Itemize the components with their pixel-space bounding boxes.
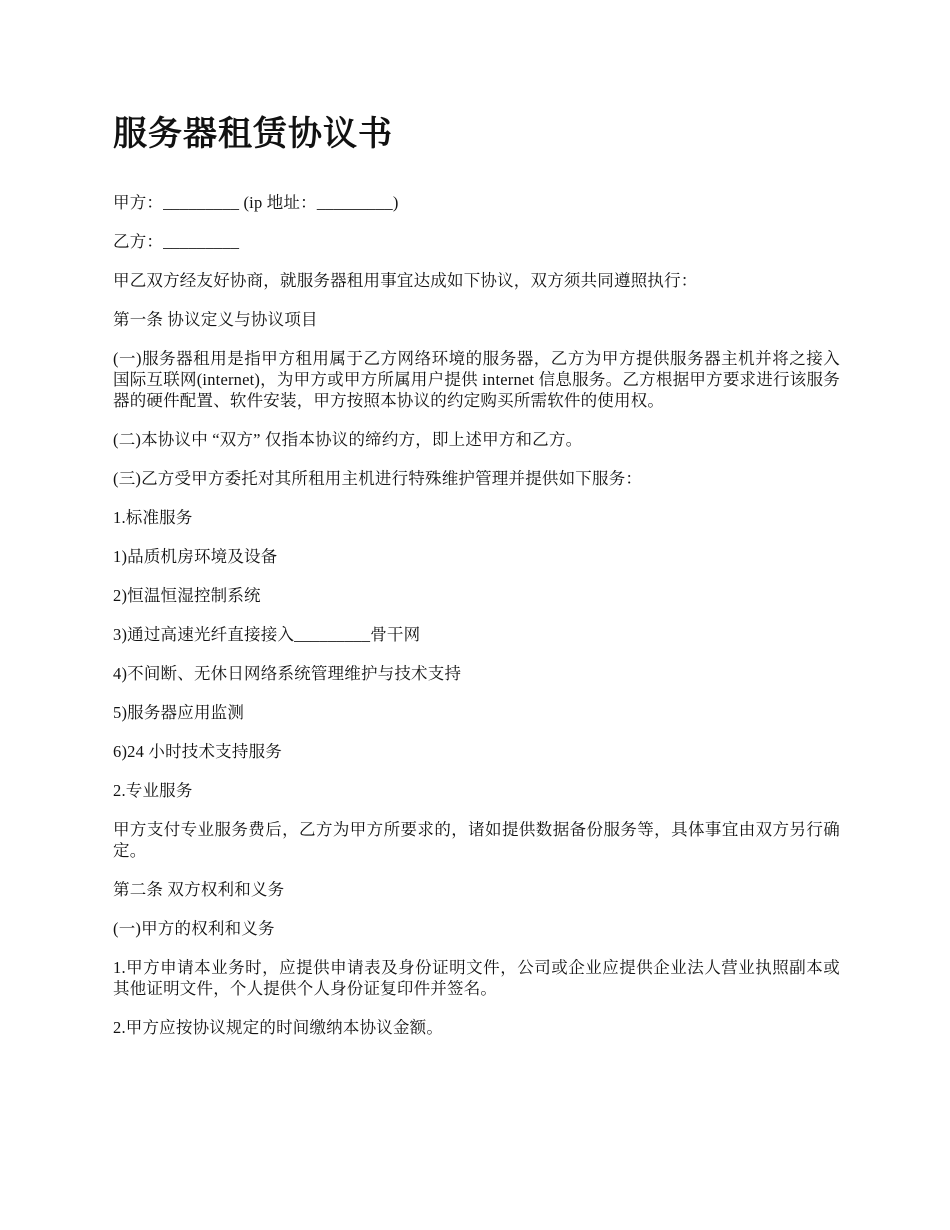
party-b-line: 乙方：_________ xyxy=(113,232,240,251)
service-item-5: 5)服务器应用监测 xyxy=(113,703,245,722)
standard-service-heading: 1.标准服务 xyxy=(113,508,193,527)
service-item-1: 1)品质机房环境及设备 xyxy=(113,547,278,566)
document-title: 服务器租赁协议书 xyxy=(113,116,393,153)
service-item-2: 2)恒温恒湿控制系统 xyxy=(113,586,261,605)
professional-service-paragraph: 甲方支付专业服务费后，乙方为甲方所要求的，诸如提供数据备份服务等，具体事宜由双方另行确定。 xyxy=(113,820,840,860)
party-a-line: 甲方：_________ (ip 地址：_________) xyxy=(113,193,399,212)
article-1-clause-3: (三)乙方受甲方委托对其所租用主机进行特殊维护管理并提供如下服务： xyxy=(113,469,643,488)
article-1-clause-2: (二)本协议中 “双方” 仅指本协议的缔约方，即上述甲方和乙方。 xyxy=(113,430,583,449)
article-2-heading: 第二条 双方权利和义务 xyxy=(113,880,285,899)
party-a-obligation-1: 1.甲方申请本业务时，应提供申请表及身份证明文件，公司或企业应提供企业法人营业执照副本或其他证明文件，个人提供个人身份证复印件并签名。 xyxy=(113,958,840,998)
service-item-4: 4)不间断、无休日网络系统管理维护与技术支持 xyxy=(113,664,462,683)
professional-service-heading: 2.专业服务 xyxy=(113,781,193,800)
service-item-3: 3)通过高速光纤直接接入_________骨干网 xyxy=(113,625,421,644)
party-a-rights-heading: (一)甲方的权利和义务 xyxy=(113,919,275,938)
preamble-paragraph: 甲乙双方经友好协商，就服务器租用事宜达成如下协议，双方须共同遵照执行： xyxy=(113,271,698,290)
article-1-heading: 第一条 协议定义与协议项目 xyxy=(113,310,318,329)
service-item-6: 6)24 小时技术支持服务 xyxy=(113,742,282,761)
article-1-clause-1: (一)服务器租用是指甲方租用属于乙方网络环境的服务器，乙方为甲方提供服务器主机并将之接入国际互联网(internet)，为甲方或甲方所属用户提供 internet 信息服务。乙方根据甲方要求进行该服务器的硬件配置、软件安装，甲方按照本协议的约定购买所需软件的使用权。 xyxy=(113,349,840,410)
party-a-obligation-2: 2.甲方应按协议规定的时间缴纳本协议金额。 xyxy=(113,1018,444,1037)
